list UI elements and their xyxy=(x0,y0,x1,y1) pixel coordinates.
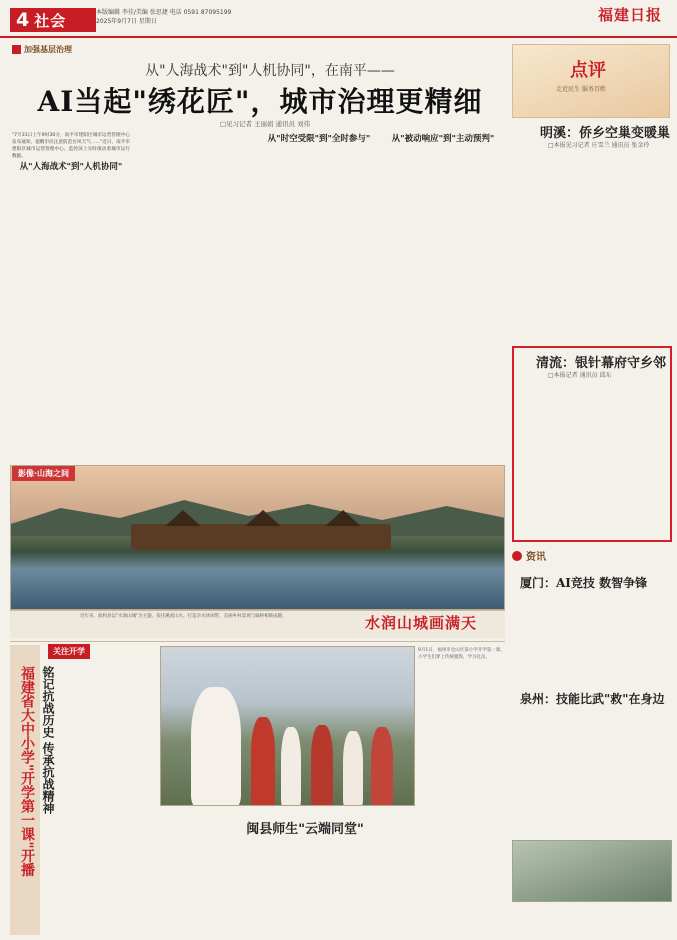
bottom-body-col-2 xyxy=(162,838,272,932)
news-dot-icon xyxy=(512,551,522,561)
photo-student-red-2 xyxy=(311,725,333,806)
lead-subhead-1: 从"人海战术"到"人机协同" xyxy=(19,162,123,172)
lead-body-col-3 xyxy=(260,132,378,457)
photo-student-white-2 xyxy=(343,731,363,806)
section-divider xyxy=(10,641,505,642)
photo-caption: 近年来，政和县以"水润山城"为主题，依托溪流山水，打造亲水休闲带，美丽乡村景观与廊桥相映成趣。 xyxy=(80,614,287,619)
feature-body xyxy=(517,380,667,538)
lead-section-label: 加强基层治理 xyxy=(24,45,72,54)
lead-section-tag xyxy=(12,44,72,55)
opinion-byline: □本报见习记者 庄雪兰 通讯员 张金玲 xyxy=(548,142,650,149)
lead-byline: □见习记者 王丽娟 通讯员 刘伟 xyxy=(219,120,311,128)
photo-strip-title: 水润山城画满天 xyxy=(365,614,478,632)
lead-kicker: 从"人海战术"到"人机协同"，在南平—— xyxy=(145,63,395,79)
lead-subhead-3: 从"被动响应"到"主动预判" xyxy=(391,134,495,144)
masthead-date: 2025年9月7日 星期日 xyxy=(96,18,157,25)
lead-headline: AI当起"绣花匠"，城市治理更精细 xyxy=(37,85,483,118)
dianping-logo: 点评 xyxy=(570,60,606,81)
students-photo-caption: 9月1日，福州市仓山区某小学开学第一课。小学生们穿上传统服饰，学习礼仪。 xyxy=(418,648,505,660)
news1-title: 厦门：AI竞技 数智争锋 xyxy=(520,576,648,590)
dianping-subtitle: 走近民生 服务百姓 xyxy=(556,86,606,93)
lead-body-col-1 xyxy=(12,132,130,457)
focus-tag: 关注开学 xyxy=(48,644,90,659)
photo-bridge xyxy=(131,524,391,550)
news1-body xyxy=(514,592,670,684)
page-section-box xyxy=(10,8,96,32)
students-photo xyxy=(160,646,415,806)
feature-title: 清流：银针幕府守乡邻 xyxy=(536,356,667,371)
landscape-photo xyxy=(10,465,505,610)
photo-student-white xyxy=(281,727,301,806)
lead-body-col-2 xyxy=(136,132,254,457)
tag-square-icon xyxy=(12,45,21,54)
newspaper-logo: 福建日报 xyxy=(598,6,663,24)
bottom-vertical-title: 福建省大中小学"开学第一课"开播 xyxy=(19,666,35,877)
photo-strip-label: 影像·山海之间 xyxy=(12,466,75,481)
bottom-body-col-4 xyxy=(394,838,504,932)
news-section-label: 资讯 xyxy=(526,552,546,563)
photo-student-large xyxy=(191,687,241,806)
bottom-body-col-3 xyxy=(278,838,388,932)
news2-photo xyxy=(512,840,672,902)
news2-title: 泉州：技能比武"救"在身边 xyxy=(520,692,665,706)
news-section-tag xyxy=(512,548,546,563)
bottom-vertical-subtitle: 铭记抗战历史 传承抗战精神 xyxy=(41,666,55,815)
page-number: 4 xyxy=(16,9,31,31)
masthead-meta xyxy=(96,8,231,26)
lead-body-col-4 xyxy=(384,132,502,457)
section-name: 社会 xyxy=(34,11,67,30)
lead-subhead-2: 从"时空受限"到"全时参与" xyxy=(267,134,371,144)
bottom-body-col-1 xyxy=(62,660,154,932)
opinion-body xyxy=(514,150,670,340)
opinion-title: 明溪：侨乡空巢变暖巢 xyxy=(540,126,671,141)
masthead-editor-line: 本版编辑 李佳/美编 张思捷 电话 0591 87095199 xyxy=(96,9,232,16)
bottom-headline: 闽县师生"云端同堂" xyxy=(246,822,364,837)
photo-student-red xyxy=(251,717,275,806)
feature-byline: □本报记者 通讯员 邱东 xyxy=(548,372,612,379)
news2-body xyxy=(514,708,670,836)
photo-student-red-3 xyxy=(371,727,393,806)
lead-body-preview: "7月31日上午9时30分，南平市建阳区城市运营管理中心发布通知，提醒市民注意防范台风天气……"近日，南平市建阳区城市运营管理中心，监控屏上实时滚动着城市运行数据。 xyxy=(12,133,130,159)
